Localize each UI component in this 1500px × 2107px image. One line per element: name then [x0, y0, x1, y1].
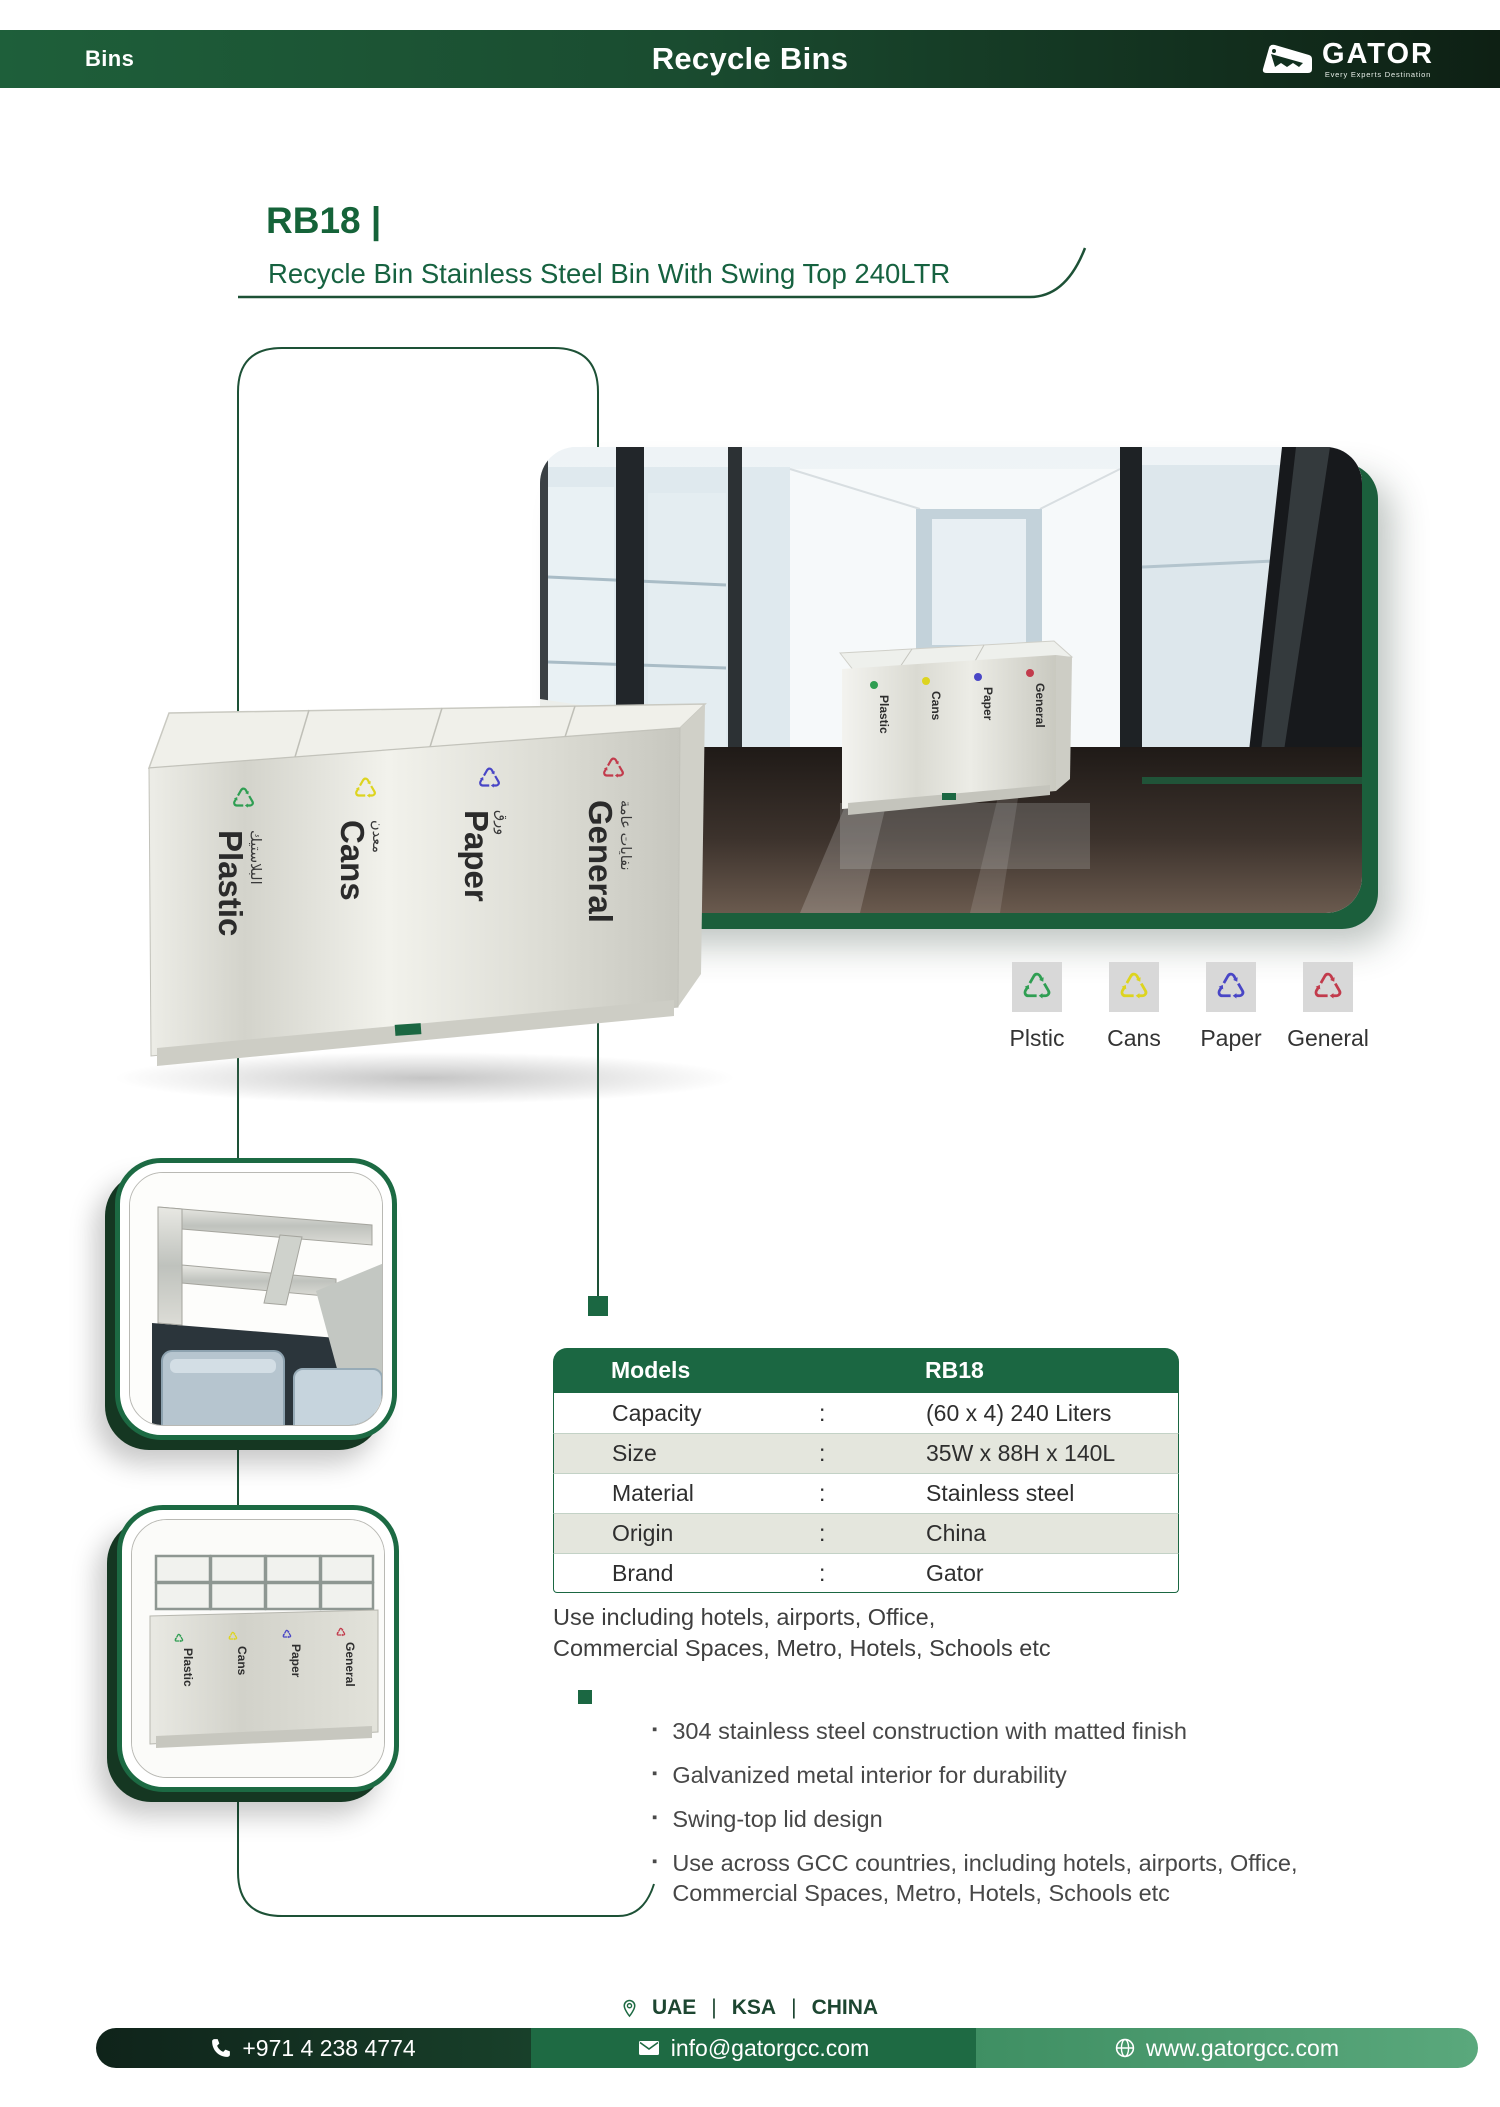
svg-text:Plastic: Plastic: [212, 830, 249, 937]
table-row: Capacity : (60 x 4) 240 Liters: [553, 1393, 1179, 1433]
legend-item-general: ♺ General: [1295, 962, 1361, 1052]
list-item: ▪ Galvanized metal interior for durability: [652, 1762, 1067, 1788]
usage-note: Use including hotels, airports, Office, Commercial Spaces, Metro, Hotels, Schools etc: [553, 1604, 1051, 1661]
svg-text:♺: ♺: [1117, 966, 1151, 1007]
svg-text:Cans: Cans: [235, 1646, 249, 1676]
svg-text:Paper: Paper: [458, 810, 495, 902]
brand-tagline: Every Experts Destination: [1324, 69, 1432, 79]
legend-item-paper: ♺ Paper: [1198, 962, 1264, 1052]
table-row: Brand : Gator: [553, 1553, 1179, 1593]
bullet-icon: ▪: [652, 1853, 658, 1870]
location-china: CHINA: [811, 1996, 879, 2019]
spec-header-label: Models: [611, 1357, 691, 1383]
spec-table: [553, 1348, 1179, 1593]
bullet-icon: ▪: [652, 1809, 658, 1826]
legend-item-plastic: ♺ Plstic: [1004, 962, 1070, 1052]
corridor-bin: [840, 641, 1072, 815]
svg-text:♺: ♺: [601, 753, 627, 784]
table-row: Material : Stainless steel: [553, 1473, 1179, 1513]
phone-icon: [211, 2038, 231, 2058]
connector-square-features: [578, 1690, 592, 1704]
footer-website[interactable]: www.gatorgcc.com: [976, 2028, 1478, 2068]
brand-name: GATOR: [1321, 37, 1434, 70]
svg-text:♺: ♺: [231, 783, 257, 814]
recycle-general-icon: [1303, 962, 1353, 1012]
svg-text:♺: ♺: [1214, 966, 1248, 1007]
svg-text:Paper: Paper: [981, 687, 995, 721]
svg-text:General: General: [582, 800, 619, 923]
recycle-cans-icon: [1109, 962, 1159, 1012]
connector-square-table: [588, 1296, 608, 1316]
gator-icon: [1257, 40, 1315, 78]
bullet-icon: ▪: [652, 1721, 658, 1738]
brand-logo: [1257, 36, 1434, 82]
svg-text:General: General: [1033, 683, 1047, 728]
feature-list: [652, 1716, 1307, 1922]
svg-text:معدن: معدن: [369, 820, 385, 854]
svg-text:Paper: Paper: [289, 1644, 303, 1678]
svg-text:♺: ♺: [477, 763, 503, 794]
list-item: ▪ 304 stainless steel construction with matted finish: [652, 1718, 1187, 1744]
svg-text:Plastic: Plastic: [181, 1648, 195, 1687]
recycle-paper-icon: [1206, 962, 1256, 1012]
svg-text:ورق: ورق: [493, 810, 509, 836]
detail-photo-swing-lid: [115, 1158, 397, 1440]
footer-locations: UAE | KSA | CHINA: [0, 1996, 1500, 2020]
footer-email[interactable]: info@gatorgcc.com: [531, 2028, 976, 2068]
product-code: RB18 |: [266, 200, 382, 241]
bullet-icon: ▪: [652, 1765, 658, 1782]
header-bar: [0, 30, 1500, 88]
legend-item-cans: ♺ Cans: [1101, 962, 1167, 1052]
recycle-plastic-icon: [1012, 962, 1062, 1012]
location-ksa: KSA: [731, 1996, 777, 2019]
globe-icon: [1115, 2038, 1135, 2058]
footer-contact-bar: [96, 2028, 1478, 2068]
list-item: ▪ Swing-top lid design: [652, 1806, 883, 1832]
svg-text:♺: ♺: [1020, 966, 1054, 1007]
section-label: Bins: [85, 46, 135, 71]
table-row: Size : 35W x 88H x 140L: [553, 1433, 1179, 1473]
svg-text:نفايات عامة: نفايات عامة: [617, 800, 633, 871]
table-row: Origin : China: [553, 1513, 1179, 1553]
brand-wordmark: [1321, 37, 1434, 79]
product-photo-bin: [95, 640, 765, 1110]
envelope-icon: [638, 2040, 660, 2056]
svg-text:♺: ♺: [282, 1629, 292, 1641]
list-item: ▪ Use across GCC countries, including hotels, airports, Office, Commercial Spaces, Metro, Hotels, Schools etc: [652, 1850, 1298, 1906]
svg-text:♺: ♺: [336, 1627, 346, 1639]
detail-photo-grid-top: [117, 1505, 399, 1792]
svg-text:البلاستيك: البلاستيك: [247, 830, 263, 885]
svg-text:♺: ♺: [1311, 966, 1345, 1007]
bin-side: [678, 704, 705, 1007]
svg-text:♺: ♺: [228, 1631, 238, 1643]
spec-header-model: RB18: [925, 1357, 984, 1383]
spec-table-header: [553, 1348, 1179, 1393]
bin-brand-badge: [395, 1023, 422, 1036]
material-legend: [1004, 962, 1369, 1052]
product-name: Recycle Bin Stainless Steel Bin With Swing Top 240LTR: [268, 258, 951, 289]
svg-text:♺: ♺: [353, 773, 379, 804]
svg-text:Plastic: Plastic: [877, 695, 891, 734]
location-pin-icon: [622, 1999, 637, 2018]
footer-phone[interactable]: +971 4 238 4774: [96, 2028, 531, 2068]
svg-text:General: General: [343, 1642, 357, 1687]
location-uae: UAE: [651, 1996, 697, 2019]
svg-text:Cans: Cans: [334, 820, 371, 901]
svg-text:♺: ♺: [174, 1633, 184, 1645]
page-title: Recycle Bins: [651, 41, 849, 76]
svg-text:Cans: Cans: [929, 691, 943, 721]
